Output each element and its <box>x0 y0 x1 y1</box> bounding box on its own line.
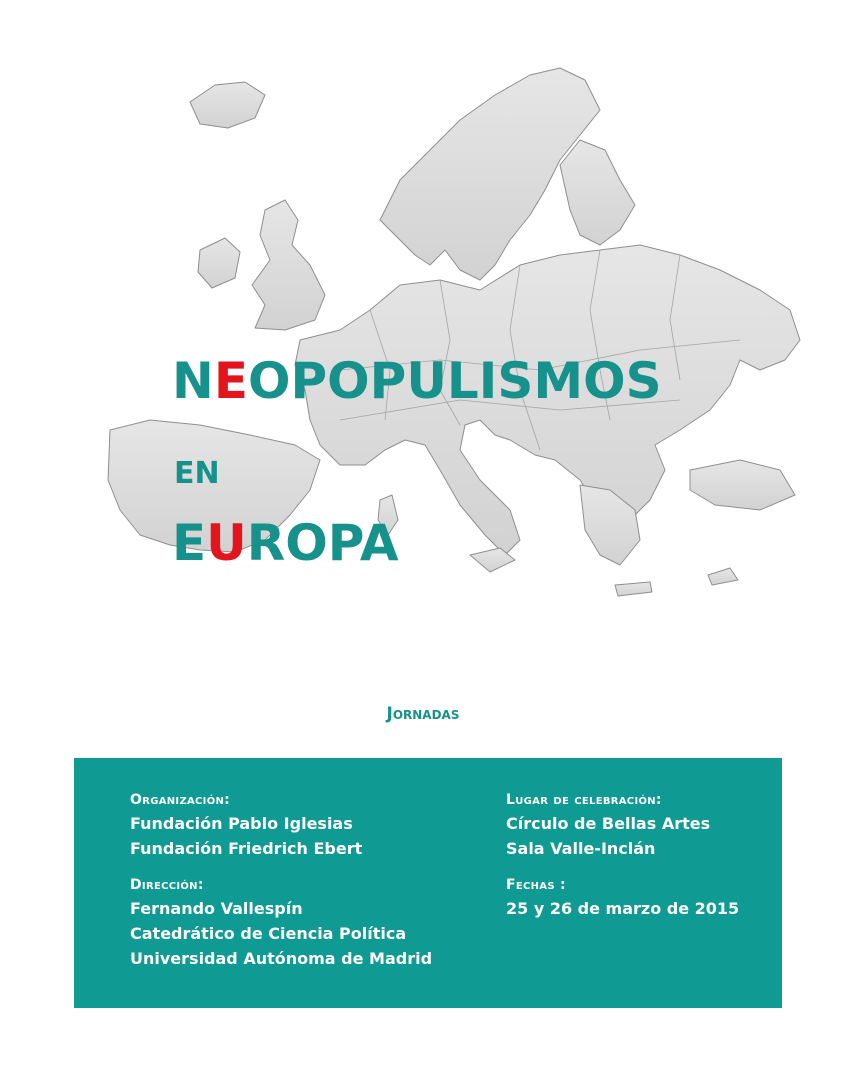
title-letter-u-accent: U <box>206 514 247 572</box>
title-line-neopopulismos <box>172 352 662 410</box>
lugar-heading: Lugar de celebración: <box>506 792 662 808</box>
title-rest-ropa: ROPA <box>246 514 399 572</box>
info-column-right <box>506 792 766 937</box>
map-turkey <box>690 460 795 510</box>
fechas-line: 25 y 26 de marzo de 2015 <box>506 899 740 918</box>
map-ireland <box>198 238 240 288</box>
title-rest-opopulismos: OPOPULISMOS <box>248 352 662 410</box>
info-column-left <box>130 792 470 987</box>
map-crete <box>615 582 652 596</box>
organizacion-heading: Organización: <box>130 792 231 808</box>
organizacion-line: Fundación Friedrich Ebert <box>130 839 363 858</box>
map-iceland <box>190 82 265 128</box>
direccion-heading: Dirección: <box>130 877 204 893</box>
map-cyprus <box>708 568 738 585</box>
fechas-group <box>506 877 766 921</box>
info-box <box>74 758 782 1008</box>
fechas-heading: Fechas : <box>506 877 566 893</box>
organizacion-group <box>130 792 470 861</box>
direccion-line: Catedrático de Ciencia Política <box>130 924 407 943</box>
lugar-group <box>506 792 766 861</box>
direccion-line: Fernando Vallespín <box>130 899 303 918</box>
title-letter-n: N <box>172 352 214 410</box>
title-line-europa <box>172 514 399 572</box>
title-letter-e: E <box>172 514 207 572</box>
title-letter-e-accent: E <box>213 352 249 410</box>
organizacion-line: Fundación Pablo Iglesias <box>130 814 353 833</box>
direccion-line: Universidad Autónoma de Madrid <box>130 949 433 968</box>
title-line-en: EN <box>174 456 220 491</box>
subtitle-jornadas: Jornadas <box>386 704 460 724</box>
map-finland <box>560 140 635 245</box>
europe-map-image <box>40 40 840 660</box>
map-britain <box>252 200 325 330</box>
lugar-line: Círculo de Bellas Artes <box>506 814 711 833</box>
lugar-line: Sala Valle-Inclán <box>506 839 656 858</box>
direccion-group <box>130 877 470 971</box>
